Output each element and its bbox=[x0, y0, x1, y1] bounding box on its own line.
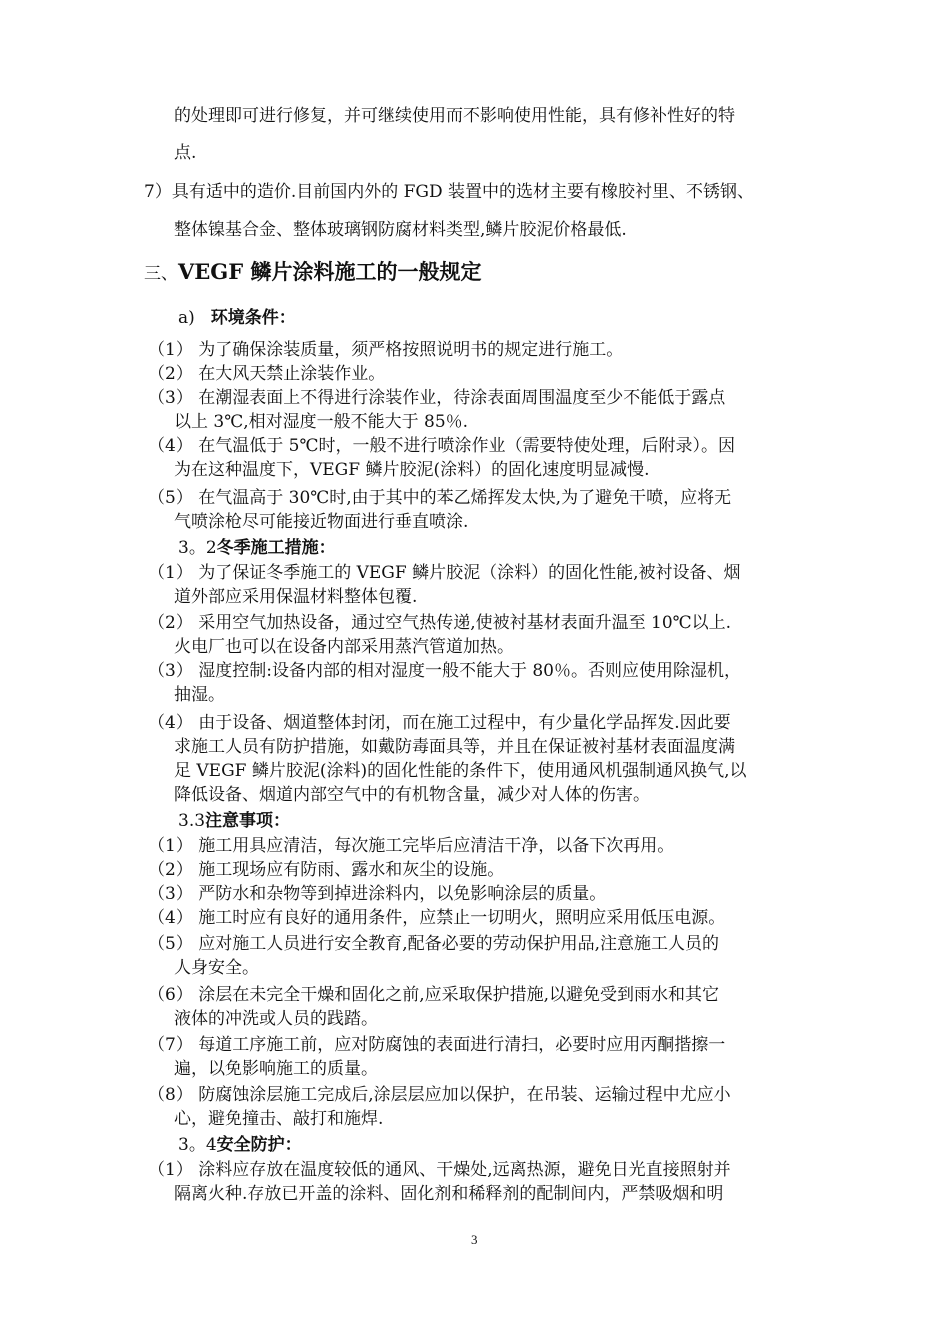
list-item: （6） 涂层在未完全干燥和固化之前,应采取保护措施,以避免受到雨水和其它 bbox=[148, 985, 720, 1005]
subsection-heading: a) 环境条件： bbox=[178, 308, 296, 328]
text-line: 以上 3℃,相对湿度一般不能大于 85％. bbox=[174, 412, 469, 432]
text-line: 整体镍基合金、整体玻璃钢防腐材料类型,鳞片胶泥价格最低. bbox=[174, 220, 627, 240]
text-line: 求施工人员有防护措施，如戴防毒面具等，并且在保证被衬基材表面温度满 bbox=[174, 737, 735, 757]
text-line: 的处理即可进行修复，并可继续使用而不影响使用性能，具有修补性好的特 bbox=[174, 106, 735, 126]
text-line: 降低设备、烟道内部空气中的有机物含量，减少对人体的伤害。 bbox=[174, 785, 650, 805]
section-heading-number: 三、 bbox=[144, 264, 178, 284]
list-item: （3） 湿度控制:设备内部的相对湿度一般不能大于 80％。否则应使用除湿机， bbox=[148, 661, 741, 681]
list-item: （4） 在气温低于 5℃时，一般不进行喷涂作业（需要特使处理，后附录）。因 bbox=[148, 436, 735, 456]
subsection-heading: 3。4安全防护： bbox=[178, 1135, 302, 1155]
list-item: （1） 施工用具应清洁，每次施工完毕后应清洁干净，以备下次再用。 bbox=[148, 836, 675, 856]
text-line: 液体的冲洗或人员的践踏。 bbox=[174, 1009, 378, 1029]
text-line: 人身安全。 bbox=[174, 958, 259, 978]
list-item: （5） 应对施工人员进行安全教育,配备必要的劳动保护用品,注意施工人员的 bbox=[148, 934, 720, 954]
text-line: 为在这种温度下，VEGF 鳞片胶泥(涂料）的固化速度明显减慢. bbox=[174, 460, 650, 480]
list-item-7: 7）具有适中的造价.目前国内外的 FGD 装置中的选材主要有橡胶衬里、不锈钢、 bbox=[144, 182, 755, 202]
text-line: 抽湿。 bbox=[174, 685, 225, 705]
page-number: 3 bbox=[471, 1232, 478, 1247]
section-heading-title: VEGF 鳞片涂料施工的一般规定 bbox=[178, 259, 482, 284]
list-item: （1） 为了确保涂装质量，须严格按照说明书的规定进行施工。 bbox=[148, 340, 624, 360]
list-item: （1） 涂料应存放在温度较低的通风、干燥处,远离热源，避免日光直接照射并 bbox=[148, 1160, 731, 1180]
list-item: （2） 在大风天禁止涂装作业。 bbox=[148, 364, 386, 384]
text-line: 心，避免撞击、敲打和施焊. bbox=[174, 1109, 384, 1129]
list-item: （8） 防腐蚀涂层施工完成后,涂层层应加以保护，在吊装、运输过程中尤应小 bbox=[148, 1085, 731, 1105]
list-item: （7） 每道工序施工前，应对防腐蚀的表面进行清扫，必要时应用丙酮揩擦一 bbox=[148, 1035, 726, 1055]
list-item: （2） 采用空气加热设备，通过空气热传递,使被衬基材表面升温至 10℃以上. bbox=[148, 613, 732, 633]
text-line: 遍，以免影响施工的质量。 bbox=[174, 1059, 378, 1079]
subsection-heading: 3。2冬季施工措施： bbox=[178, 538, 336, 558]
text-line: 足 VEGF 鳞片胶泥(涂料)的固化性能的条件下，使用通风机强制通风换气,以 bbox=[174, 761, 747, 781]
text-line: 火电厂也可以在设备内部采用蒸汽管道加热。 bbox=[174, 637, 514, 657]
list-item: （2） 施工现场应有防雨、露水和灰尘的设施。 bbox=[148, 860, 505, 880]
list-item: （5） 在气温高于 30℃时,由于其中的苯乙烯挥发太快,为了避免干喷，应将无 bbox=[148, 488, 732, 508]
list-item: （3） 严防水和杂物等到掉进涂料内，以免影响涂层的质量。 bbox=[148, 884, 607, 904]
list-item: （1） 为了保证冬季施工的 VEGF 鳞片胶泥（涂料）的固化性能,被衬设备、烟 bbox=[148, 563, 741, 583]
text-line: 气喷涂枪尽可能接近物面进行垂直喷涂. bbox=[174, 512, 469, 532]
text-line: 隔离火种.存放已开盖的涂料、固化剂和稀释剂的配制间内，严禁吸烟和明 bbox=[174, 1184, 724, 1204]
text-line: 道外部应采用保温材料整体包覆. bbox=[174, 587, 418, 607]
list-item: （4） 施工时应有良好的通用条件，应禁止一切明火，照明应采用低压电源。 bbox=[148, 908, 726, 928]
list-item: （3） 在潮湿表面上不得进行涂装作业，待涂表面周围温度至少不能低于露点 bbox=[148, 388, 726, 408]
text-line: 点. bbox=[174, 143, 197, 163]
list-item: （4） 由于设备、烟道整体封闭，而在施工过程中，有少量化学品挥发.因此要 bbox=[148, 713, 731, 733]
subsection-heading: 3.3注意事项： bbox=[178, 811, 291, 831]
section-heading bbox=[144, 256, 481, 286]
